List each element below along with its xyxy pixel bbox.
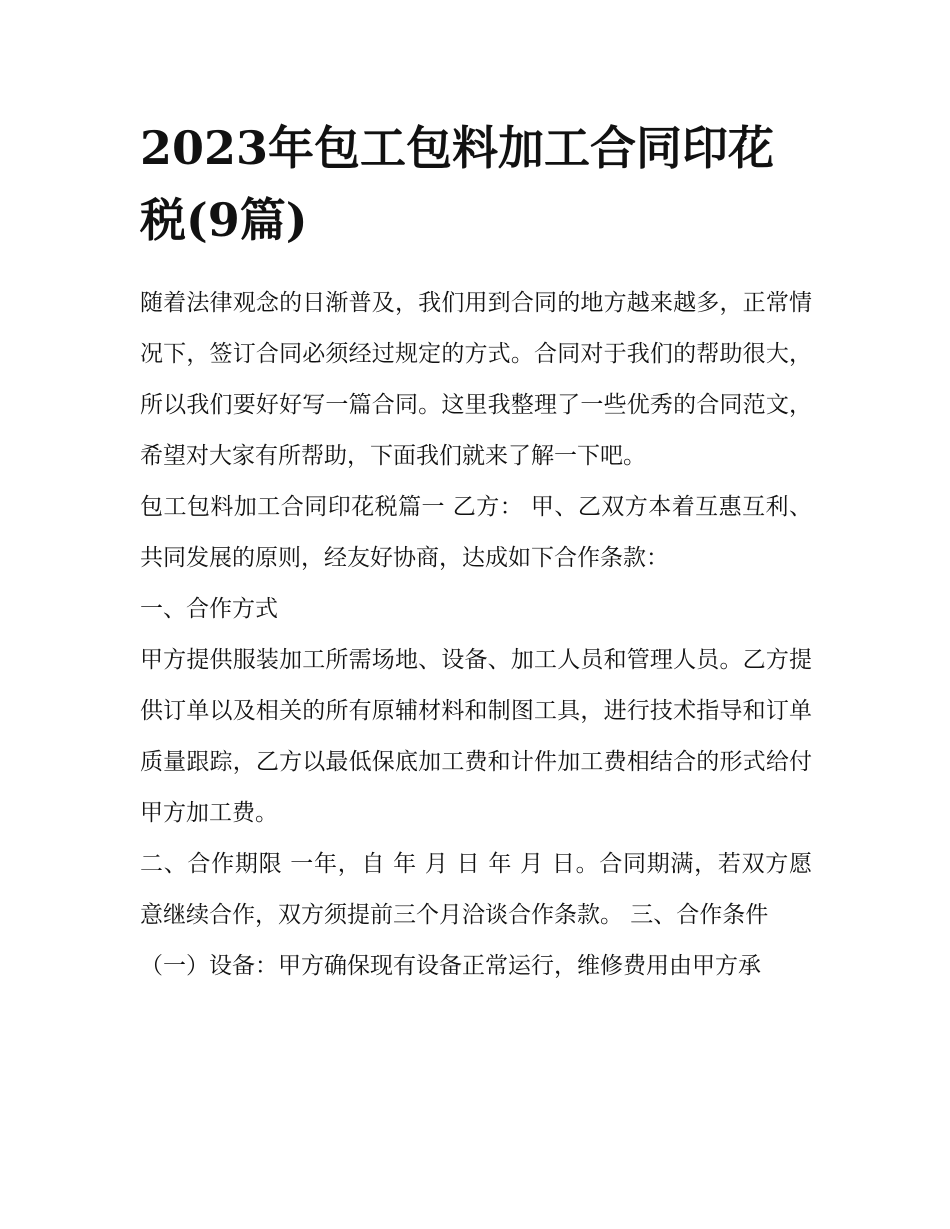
cooperation-term-paragraph: 二、合作期限 一年，自 年 月 日 年 月 日。合同期满，若双方愿意继续合作，双方须提前三个月洽谈合作条款。 三、合作条件	[140, 851, 812, 928]
cooperation-method-paragraph: 甲方提供服装加工所需场地、设备、加工人员和管理人员。乙方提供订单以及相关的所有原辅材料和制图工具，进行技术指导和订单质量跟踪，乙方以最低保底加工费和计件加工费相结合的形式给付甲方加工费。	[140, 647, 812, 826]
contract-opening-paragraph: 包工包料加工合同印花税篇一 乙方： 甲、乙双方本着互惠互利、共同发展的原则，经友好协商，达成如下合作条款：	[140, 494, 812, 571]
document-page	[140, 112, 812, 992]
section-heading-cooperation-method: 一、合作方式	[140, 596, 278, 622]
document-title: 2023年包工包料加工合同印花税(9篇)	[140, 121, 775, 247]
equipment-clause-paragraph: （一）设备：甲方确保现有设备正常运行，维修费用由甲方承	[140, 953, 761, 979]
intro-paragraph: 随着法律观念的日渐普及，我们用到合同的地方越来越多，正常情况下，签订合同必须经过规定的方式。合同对于我们的帮助很大，所以我们要好好写一篇合同。这里我整理了一些优秀的合同范文，希望对大家有所帮助，下面我们就来了解一下吧。	[140, 290, 812, 469]
